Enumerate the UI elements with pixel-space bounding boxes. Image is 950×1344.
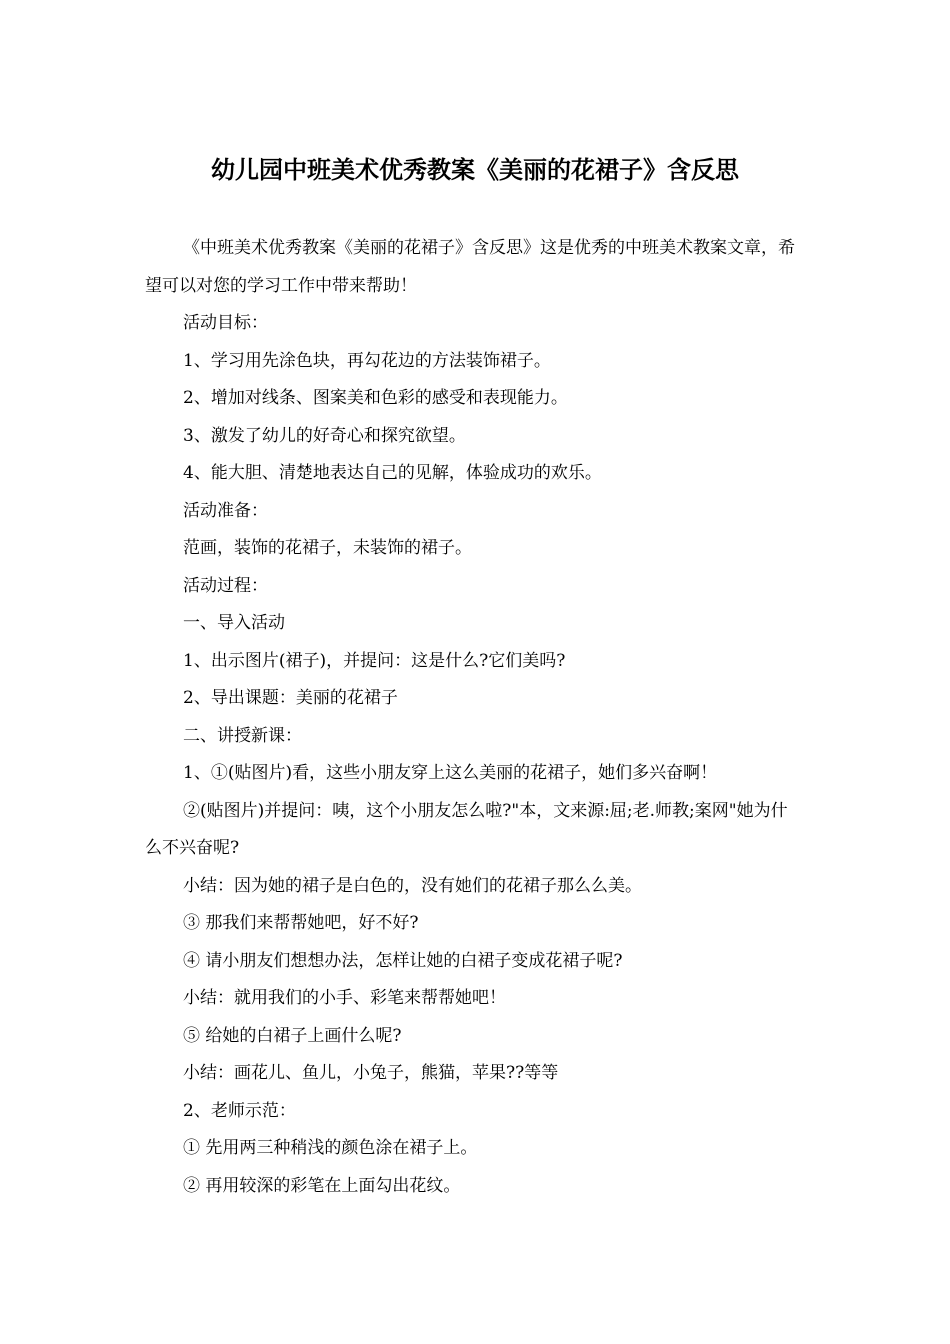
- section-heading-process: 活动过程：: [183, 575, 268, 596]
- section-heading-goals: 活动目标：: [183, 313, 268, 333]
- intro-paragraph: 《中班美术优秀教案《美丽的花裙子》含反思》这是优秀的中班美术教案文章，希望可以对您的学习工作中带来帮助！: [145, 238, 795, 296]
- process-step: ②(贴图片)并提问：咦，这个小朋友怎么啦?"本，文来源:屈;老.师教;案网"她为什么不兴奋呢?: [145, 800, 788, 858]
- summary-text: 小结：画花儿、鱼儿，小兔子，熊猫，苹果??等等: [183, 1063, 559, 1083]
- process-step: ② 再用较深的彩笔在上面勾出花纹。: [183, 1175, 461, 1196]
- process-step: 1、①(贴图片)看，这些小朋友穿上这么美丽的花裙子，她们多兴奋啊！: [183, 763, 718, 783]
- preparation-text: 范画，装饰的花裙子，未装饰的裙子。: [183, 538, 472, 558]
- section-heading-preparation: 活动准备：: [183, 500, 268, 521]
- process-step: 1、出示图片(裙子)，并提问：这是什么?它们美吗?: [183, 650, 566, 671]
- goal-item: 2、增加对线条、图案美和色彩的感受和表现能力。: [183, 388, 568, 408]
- goal-item: 4、能大胆、清楚地表达自己的见解，体验成功的欢乐。: [183, 463, 602, 483]
- goal-item: 1、学习用先涂色块，再勾花边的方法装饰裙子。: [183, 350, 551, 371]
- process-step: 二、讲授新课：: [183, 725, 302, 746]
- document-title: 幼儿园中班美术优秀教案《美丽的花裙子》含反思: [211, 156, 739, 184]
- process-step: 一、导入活动: [183, 613, 285, 633]
- process-step: ③ 那我们来帮帮她吧，好不好?: [183, 913, 419, 933]
- document-body: [145, 230, 800, 1205]
- goal-item: 3、激发了幼儿的好奇心和探究欲望。: [183, 425, 466, 446]
- process-step: ⑤ 给她的白裙子上画什么呢?: [183, 1025, 402, 1046]
- process-step: ① 先用两三种稍浅的颜色涂在裙子上。: [183, 1138, 478, 1158]
- summary-text: 小结：就用我们的小手、彩笔来帮帮她吧！: [183, 988, 506, 1008]
- process-step: 2、老师示范：: [183, 1100, 296, 1121]
- process-step: 2、导出课题：美丽的花裙子: [183, 688, 398, 708]
- process-step: ④ 请小朋友们想想办法，怎样让她的白裙子变成花裙子呢?: [183, 950, 623, 971]
- summary-text: 小结：因为她的裙子是白色的，没有她们的花裙子那么么美。: [183, 875, 642, 896]
